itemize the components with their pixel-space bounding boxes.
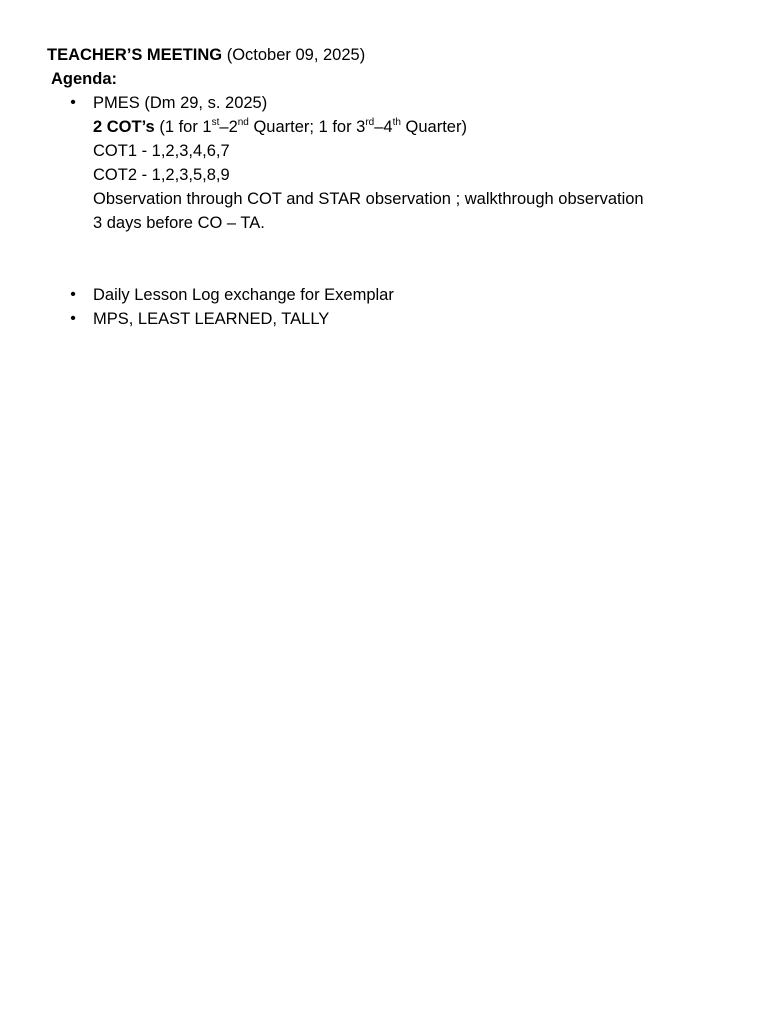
cots-sup-4: th: [392, 116, 401, 128]
cots-text-2: –2: [219, 118, 238, 136]
bullet-icon: •: [70, 94, 76, 111]
agenda-item-observation: Observation through COT and STAR observation ; walkthrough observation: [93, 190, 644, 208]
agenda-item-cot2: COT2 - 1,2,3,5,8,9: [93, 166, 230, 184]
bullet-icon: •: [70, 310, 76, 327]
cots-text-4: –4: [374, 118, 393, 136]
agenda-item-cots: [93, 115, 467, 139]
agenda-item-days: 3 days before CO – TA.: [93, 214, 265, 232]
cots-bold-label: 2 COT’s: [93, 118, 155, 136]
agenda-item-pmes: PMES (Dm 29, s. 2025): [93, 94, 268, 112]
agenda-item-dll: Daily Lesson Log exchange for Exemplar: [93, 286, 394, 304]
cots-text-1: (1 for 1: [154, 118, 212, 136]
cots-text-3: Quarter; 1 for 3: [248, 118, 366, 136]
agenda-item-cot1: COT1 - 1,2,3,4,6,7: [93, 142, 230, 160]
cots-sup-2: nd: [237, 116, 249, 128]
meeting-title: [47, 44, 365, 66]
cots-text-5: Quarter): [400, 118, 467, 136]
meeting-date: (October 09, 2025): [222, 46, 366, 64]
bullet-icon: •: [70, 286, 76, 303]
meeting-title-bold: TEACHER’S MEETING: [47, 46, 223, 64]
cots-sup-1: st: [211, 116, 220, 128]
agenda-heading: Agenda:: [51, 70, 117, 88]
agenda-item-mps: MPS, LEAST LEARNED, TALLY: [93, 310, 330, 328]
cots-sup-3: rd: [365, 116, 375, 128]
